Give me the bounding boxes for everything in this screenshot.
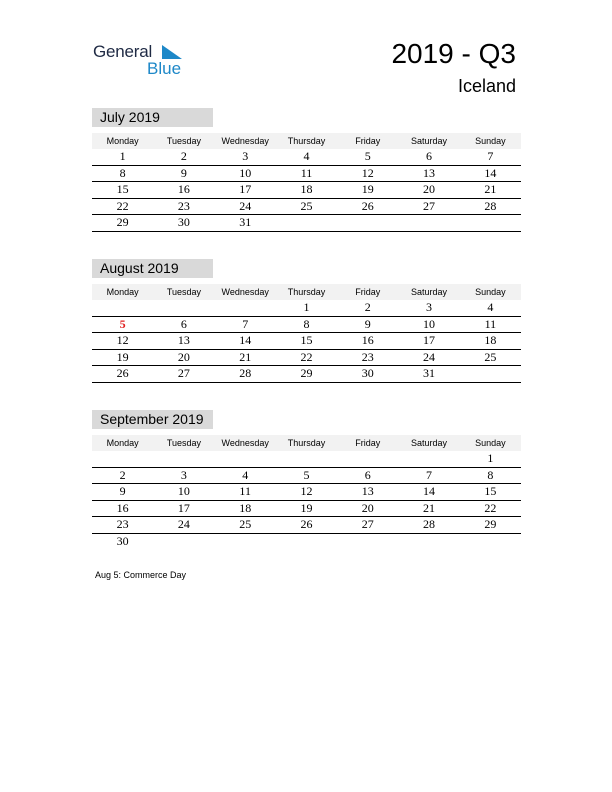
day-cell [460, 533, 521, 549]
day-cell: 12 [92, 333, 153, 350]
day-cell: 19 [92, 349, 153, 366]
month-title: September 2019 [92, 410, 213, 429]
day-cell: 27 [337, 517, 398, 534]
day-cell: 29 [92, 215, 153, 232]
month-block [92, 410, 522, 549]
week-row [92, 149, 521, 165]
week-row [92, 500, 521, 517]
day-cell: 6 [398, 149, 459, 165]
day-cell: 8 [276, 316, 337, 333]
day-cell: 18 [215, 500, 276, 517]
weekday-header: Monday [92, 284, 153, 300]
day-cell [215, 300, 276, 316]
weekday-header: Tuesday [153, 133, 214, 149]
day-cell: 25 [460, 349, 521, 366]
day-cell: 1 [276, 300, 337, 316]
day-cell [337, 215, 398, 232]
week-row [92, 517, 521, 534]
day-cell [276, 533, 337, 549]
weekday-header: Wednesday [215, 435, 276, 451]
brand-name-blue: Blue [147, 59, 182, 78]
day-cell: 4 [276, 149, 337, 165]
day-cell [398, 215, 459, 232]
day-cell: 6 [337, 467, 398, 484]
week-row [92, 316, 521, 333]
month-title: August 2019 [92, 259, 213, 278]
week-row [92, 533, 521, 549]
day-cell: 10 [398, 316, 459, 333]
day-cell [460, 366, 521, 383]
day-cell: 20 [153, 349, 214, 366]
month-block [92, 259, 522, 383]
week-row [92, 198, 521, 215]
day-cell [215, 451, 276, 467]
week-row [92, 484, 521, 501]
day-cell: 17 [398, 333, 459, 350]
day-cell [92, 451, 153, 467]
day-cell: 14 [398, 484, 459, 501]
day-cell [398, 533, 459, 549]
day-cell [153, 300, 214, 316]
day-cell: 8 [92, 165, 153, 182]
day-cell: 1 [92, 149, 153, 165]
week-row [92, 349, 521, 366]
day-cell [92, 300, 153, 316]
day-cell: 20 [337, 500, 398, 517]
weekday-header: Thursday [276, 133, 337, 149]
day-cell: 9 [92, 484, 153, 501]
day-cell: 2 [337, 300, 398, 316]
day-cell: 7 [460, 149, 521, 165]
day-cell: 21 [460, 182, 521, 199]
weekday-header: Wednesday [215, 284, 276, 300]
day-cell: 16 [337, 333, 398, 350]
month-title: July 2019 [92, 108, 213, 127]
day-cell: 13 [153, 333, 214, 350]
weekday-header: Saturday [398, 435, 459, 451]
day-cell: 9 [337, 316, 398, 333]
week-row [92, 333, 521, 350]
day-cell: 21 [398, 500, 459, 517]
day-cell: 4 [460, 300, 521, 316]
day-cell: 28 [398, 517, 459, 534]
day-cell: 31 [215, 215, 276, 232]
day-cell: 4 [215, 467, 276, 484]
day-cell: 11 [215, 484, 276, 501]
day-cell: 10 [215, 165, 276, 182]
day-cell: 8 [460, 467, 521, 484]
day-cell: 26 [276, 517, 337, 534]
day-cell: 26 [337, 198, 398, 215]
day-cell: 11 [460, 316, 521, 333]
country-label: Iceland [457, 76, 516, 96]
weekday-header: Saturday [398, 284, 459, 300]
day-cell [337, 451, 398, 467]
day-cell: 3 [153, 467, 214, 484]
day-cell: 7 [398, 467, 459, 484]
day-cell: 20 [398, 182, 459, 199]
week-row [92, 300, 521, 316]
day-cell: 31 [398, 366, 459, 383]
page-title: 2019 - Q3 [391, 38, 516, 69]
week-row [92, 165, 521, 182]
day-cell: 10 [153, 484, 214, 501]
day-cell [460, 215, 521, 232]
weekday-header: Thursday [276, 435, 337, 451]
week-row [92, 366, 521, 383]
day-cell: 12 [276, 484, 337, 501]
day-cell: 5 [276, 467, 337, 484]
day-cell: 22 [276, 349, 337, 366]
calendar-table [92, 284, 521, 383]
day-cell: 3 [398, 300, 459, 316]
day-cell: 27 [153, 366, 214, 383]
day-cell [276, 215, 337, 232]
day-cell: 25 [215, 517, 276, 534]
brand-name-general: General [93, 42, 153, 61]
day-cell: 7 [215, 316, 276, 333]
day-cell: 13 [398, 165, 459, 182]
day-cell: 24 [398, 349, 459, 366]
day-cell: 13 [337, 484, 398, 501]
day-cell: 30 [116, 533, 129, 548]
weekday-header: Sunday [460, 133, 521, 149]
weekday-header: Friday [337, 284, 398, 300]
day-cell [337, 533, 398, 549]
day-cell: 18 [276, 182, 337, 199]
day-cell: 28 [215, 366, 276, 383]
calendar-table [92, 435, 521, 549]
weekday-header: Saturday [398, 133, 459, 149]
day-cell: 23 [337, 349, 398, 366]
day-cell: 5 [337, 149, 398, 165]
weekday-header: Wednesday [215, 133, 276, 149]
weekday-header: Sunday [460, 284, 521, 300]
day-cell: 19 [276, 500, 337, 517]
day-cell: 26 [92, 366, 153, 383]
day-cell: 14 [460, 165, 521, 182]
day-cell: 22 [460, 500, 521, 517]
week-row [92, 467, 521, 484]
day-cell: 16 [153, 182, 214, 199]
day-cell: 1 [460, 451, 521, 467]
day-cell: 23 [92, 517, 153, 534]
day-cell: 6 [153, 316, 214, 333]
day-cell [215, 533, 276, 549]
day-cell: 30 [337, 366, 398, 383]
week-row [92, 182, 521, 199]
day-cell: 22 [92, 198, 153, 215]
weekday-header: Sunday [460, 435, 521, 451]
day-cell [276, 451, 337, 467]
weekday-header: Thursday [276, 284, 337, 300]
day-cell: 19 [337, 182, 398, 199]
day-cell: 11 [276, 165, 337, 182]
day-cell [153, 533, 214, 549]
month-block [92, 108, 522, 232]
day-cell: 14 [215, 333, 276, 350]
day-cell: 29 [276, 366, 337, 383]
day-cell: 17 [215, 182, 276, 199]
day-cell: 18 [460, 333, 521, 350]
holiday-note: Aug 5: Commerce Day [95, 570, 187, 580]
weekday-header: Friday [337, 133, 398, 149]
weekday-header: Friday [337, 435, 398, 451]
day-cell: 29 [460, 517, 521, 534]
weekday-header: Tuesday [153, 435, 214, 451]
week-row [92, 451, 521, 467]
day-cell [398, 451, 459, 467]
day-cell: 15 [92, 182, 153, 199]
week-row [92, 215, 521, 232]
day-cell: 2 [153, 149, 214, 165]
weekday-header: Monday [92, 435, 153, 451]
day-cell: 12 [337, 165, 398, 182]
weekday-header: Tuesday [153, 284, 214, 300]
day-cell: 27 [398, 198, 459, 215]
day-cell: 30 [153, 215, 214, 232]
calendar-table [92, 133, 521, 232]
brand-logo [93, 42, 203, 78]
day-cell: 24 [215, 198, 276, 215]
day-cell: 25 [276, 198, 337, 215]
day-cell: 15 [276, 333, 337, 350]
day-cell: 3 [215, 149, 276, 165]
day-cell: 17 [153, 500, 214, 517]
day-cell: 23 [153, 198, 214, 215]
day-cell: 16 [92, 500, 153, 517]
day-cell [153, 451, 214, 467]
day-cell: 28 [460, 198, 521, 215]
day-cell: 21 [215, 349, 276, 366]
day-cell: 2 [92, 467, 153, 484]
day-cell: 15 [460, 484, 521, 501]
day-cell: 24 [153, 517, 214, 534]
weekday-header: Monday [92, 133, 153, 149]
holiday-day-cell: 5 [92, 316, 153, 333]
day-cell: 9 [153, 165, 214, 182]
